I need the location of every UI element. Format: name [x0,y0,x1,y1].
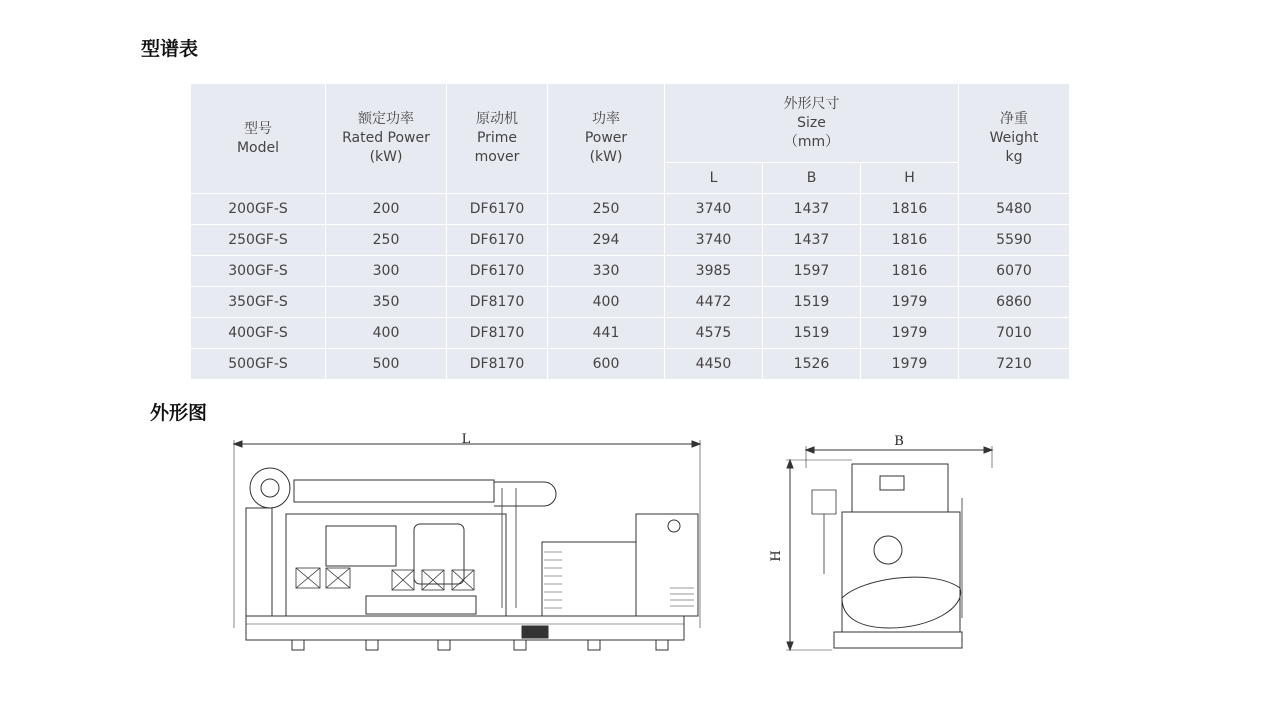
cell-rated-power: 400 [326,318,447,349]
header-weight-en: Weight [989,130,1039,146]
header-weight-cn: 净重 [1000,111,1028,127]
cell-power: 600 [548,349,665,380]
cell-prime-mover: DF8170 [447,318,548,349]
cell-power: 400 [548,287,665,318]
cell-prime-mover: DF8170 [447,287,548,318]
length-dimension [234,432,700,628]
cell-rated-power: 500 [326,349,447,380]
cell-size-l: 4450 [665,349,763,380]
mounting-feet [292,640,668,650]
end-view-drawing [769,428,1000,660]
cell-power: 330 [548,256,665,287]
header-size-en: Size [797,114,826,131]
table-row [191,256,1070,287]
cell-rated-power: 300 [326,256,447,287]
header-size-unit: （mm） [783,133,840,150]
length-label: L [461,432,471,447]
cell-weight: 5480 [959,194,1070,225]
header-rated-power-en: Rated Power [342,130,430,146]
cell-power: 294 [548,225,665,256]
cell-size-b: 1519 [763,287,861,318]
header-size-l: L [665,163,763,194]
header-rated-power [326,84,447,194]
cell-model: 300GF-S [191,256,326,287]
cell-size-l: 4575 [665,318,763,349]
cell-power: 250 [548,194,665,225]
header-rated-power-unit: (kW) [369,149,403,165]
cell-rated-power: 250 [326,225,447,256]
end-view-body [812,464,962,648]
header-model-en: Model [236,139,280,156]
cell-prime-mover: DF6170 [447,225,548,256]
header-power-cn: 功率 [592,111,620,127]
header-prime-mover-cn: 原动机 [476,111,518,127]
width-label: B [894,434,904,449]
cell-size-b: 1437 [763,225,861,256]
nameplate [522,626,548,638]
cell-weight: 6070 [959,256,1070,287]
table-row [191,349,1070,380]
spec-table-title: 型谱表 [141,38,199,60]
drawing-section-title: 外形图 [150,402,208,424]
cell-model: 400GF-S [191,318,326,349]
cell-prime-mover: DF6170 [447,256,548,287]
table-row [191,225,1070,256]
header-weight-unit: kg [1005,149,1023,165]
cell-weight: 5590 [959,225,1070,256]
cell-size-b: 1519 [763,318,861,349]
table-row [191,287,1070,318]
cell-size-l: 3740 [665,194,763,225]
cell-prime-mover: DF6170 [447,194,548,225]
cell-model: 200GF-S [191,194,326,225]
cell-size-l: 3985 [665,256,763,287]
cell-model: 250GF-S [191,225,326,256]
cell-power: 441 [548,318,665,349]
header-prime-mover [447,84,548,194]
cell-size-h: 1816 [861,256,959,287]
cell-model: 350GF-S [191,287,326,318]
header-size-cn: 外形尺寸 [783,95,840,112]
header-power-en: Power [584,130,628,146]
spec-table [190,83,1070,380]
header-size-b: B [763,163,861,194]
header-size [665,84,959,163]
engine-block [246,468,556,616]
table-row [191,318,1070,349]
header-power [548,84,665,194]
cell-weight: 7010 [959,318,1070,349]
side-view-drawing [226,428,710,660]
cell-rated-power: 350 [326,287,447,318]
cell-rated-power: 200 [326,194,447,225]
cell-size-b: 1437 [763,194,861,225]
header-prime-mover-en1: Prime [476,130,518,146]
cell-size-l: 4472 [665,287,763,318]
cell-model: 500GF-S [191,349,326,380]
cell-size-b: 1526 [763,349,861,380]
header-power-unit: (kW) [589,149,623,165]
cell-weight: 6860 [959,287,1070,318]
alternator [542,514,698,616]
cell-size-h: 1979 [861,349,959,380]
header-prime-mover-en2: mover [474,149,520,165]
height-dimension [769,460,852,650]
cell-weight: 7210 [959,349,1070,380]
table-row [191,194,1070,225]
header-model [191,84,326,194]
header-model-cn: 型号 [244,120,272,137]
cell-size-l: 3740 [665,225,763,256]
width-dimension [806,434,992,468]
cell-size-h: 1816 [861,194,959,225]
cell-size-h: 1979 [861,287,959,318]
cell-prime-mover: DF8170 [447,349,548,380]
header-size-h: H [861,163,959,194]
cell-size-h: 1979 [861,318,959,349]
height-label: H [769,550,784,562]
header-rated-power-cn: 额定功率 [358,111,414,127]
cell-size-h: 1816 [861,225,959,256]
header-weight [959,84,1070,194]
cell-size-b: 1597 [763,256,861,287]
